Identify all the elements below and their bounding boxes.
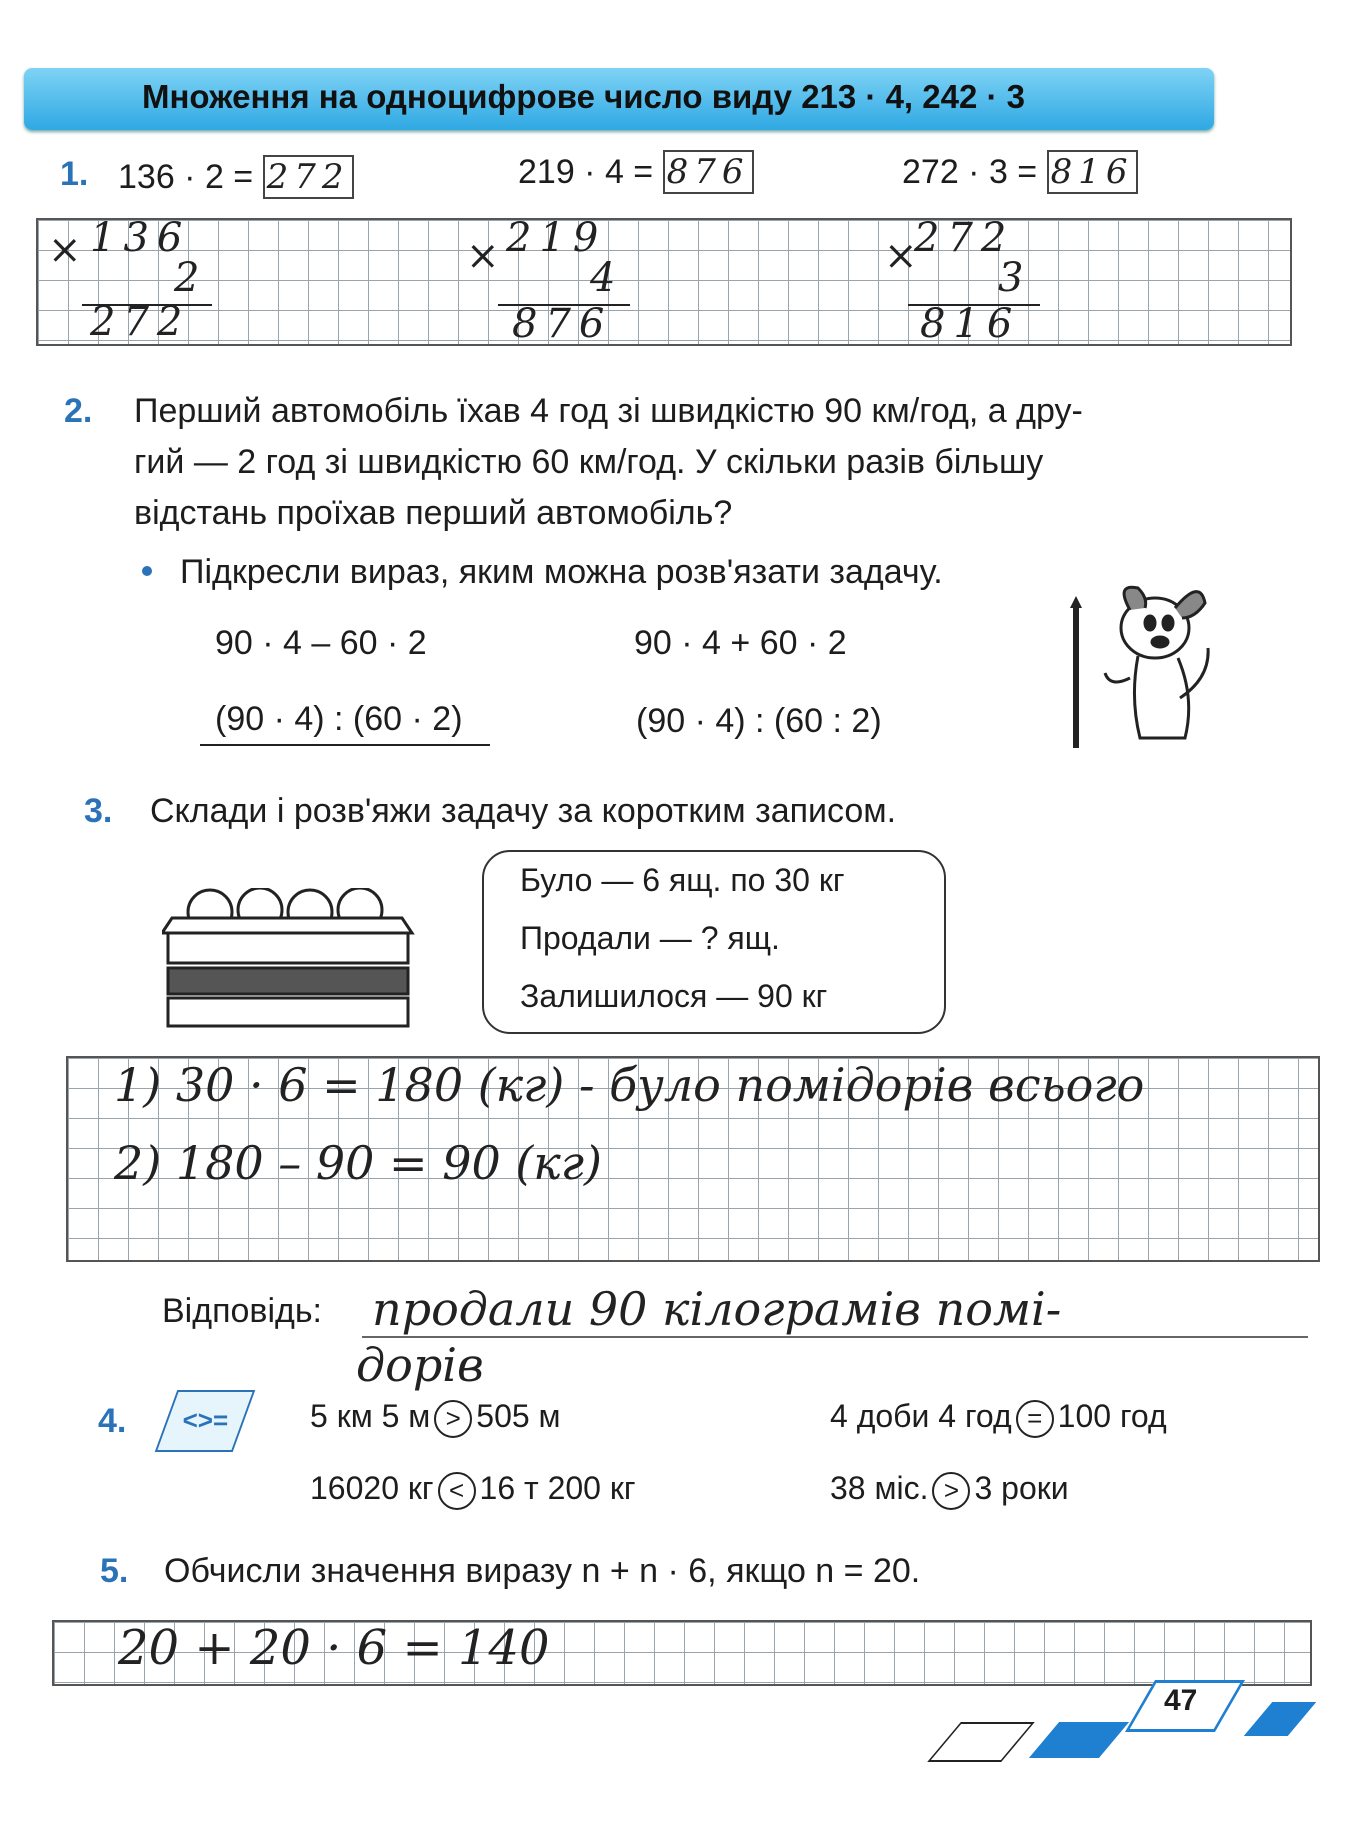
row3-sign: < (438, 1472, 476, 1510)
task5-number: 5. (100, 1552, 129, 1590)
task1-expr-3-text: 272 · 3 = (902, 153, 1038, 191)
task1-answer-1: 272 (263, 155, 354, 199)
times-sign-2: × (466, 233, 500, 279)
task2-option-2: 90 · 4 + 60 · 2 (634, 624, 847, 662)
compare-signs-label: <>= (182, 1405, 229, 1435)
task1-answer-2: 876 (663, 150, 754, 194)
task4-row-3 (310, 1470, 636, 1510)
row3-right: 16 т 200 кг (479, 1470, 636, 1506)
row1-right: 505 м (476, 1398, 561, 1434)
task1-answer-3: 816 (1047, 150, 1138, 194)
col3-top: 272 (914, 215, 1015, 261)
row4-right: 3 роки (974, 1470, 1069, 1506)
task1-number: 1. (60, 155, 89, 193)
page-number: 47 (1164, 1684, 1198, 1717)
dog-illustration (1060, 578, 1210, 758)
task2-text-line2: гий — 2 год зі швидкістю 60 км/год. У скільки разів більшу (134, 443, 1044, 481)
task2-option-3: (90 · 4) : (60 · 2) (215, 700, 463, 738)
answer-label: Відповідь: (162, 1292, 323, 1330)
task2-bullet-text: Підкресли вираз, яким можна розв'язати задачу. (180, 553, 943, 591)
note-line-2: Продали — ? ящ. (520, 920, 780, 956)
row2-sign: = (1016, 1400, 1054, 1438)
answer-text-1: продали 90 кілограмів помі- (372, 1282, 1062, 1336)
row4-sign: > (932, 1472, 970, 1510)
page-title: Множення на одноцифрове число виду 213 · 4, 242 · 3 (142, 78, 1026, 115)
task4-row-1 (310, 1398, 561, 1438)
task4-number: 4. (98, 1402, 127, 1440)
row4-left: 38 міс. (830, 1470, 929, 1506)
task3-text: Склади і розв'яжи задачу за коротким записом. (150, 792, 897, 830)
row1-left: 5 км 5 м (310, 1398, 431, 1434)
compare-signs-icon (155, 1390, 256, 1452)
task3-solution-2: 2) 180 – 90 = 90 (кг) (114, 1136, 602, 1190)
times-sign-1: × (48, 227, 82, 273)
times-sign-3: × (884, 233, 918, 279)
col1-mult: 2 (174, 255, 200, 301)
task5-solution: 20 + 20 · 6 = 140 (118, 1620, 550, 1676)
task4-row-2 (830, 1398, 1167, 1438)
task2-option-4: (90 · 4) : (60 : 2) (636, 702, 882, 740)
col1-result: 272 (90, 299, 191, 345)
header-banner (24, 68, 1214, 130)
note-line-1: Було — 6 ящ. по 30 кг (520, 862, 845, 898)
col2-mult: 4 (590, 255, 616, 301)
col2-top: 219 (506, 215, 607, 261)
task2-option-1: 90 · 4 – 60 · 2 (215, 624, 427, 662)
footer-diamond-filled (1029, 1722, 1129, 1758)
task2-text-line3: відстань проїхав перший автомобіль? (134, 494, 733, 532)
row2-right: 100 год (1057, 1398, 1167, 1434)
task3-solution-1: 1) 30 · 6 = 180 (кг) - було помідорів всього (114, 1058, 1145, 1112)
footer-diamond-outline (927, 1722, 1035, 1762)
task3-number: 3. (84, 792, 113, 830)
task1-grid (36, 215, 1292, 346)
task5-text: Обчисли значення виразу n + n · 6, якщо n = 20. (164, 1552, 921, 1590)
task1-expr-2 (518, 150, 754, 194)
col1-top: 136 (90, 215, 191, 261)
note-line-3: Залишилося — 90 кг (520, 978, 828, 1014)
col2-result: 876 (512, 301, 613, 347)
col3-mult: 3 (998, 255, 1024, 301)
task2-text-line1: Перший автомобіль їхав 4 год зі швидкістю 90 км/год, а дру- (134, 392, 1083, 430)
task2-underline (200, 744, 490, 746)
task1-expr-3 (902, 150, 1138, 194)
task1-expr-2-text: 219 · 4 = (518, 153, 654, 191)
row1-sign: > (434, 1400, 472, 1438)
row2-left: 4 доби 4 год (830, 1398, 1012, 1434)
col3-result: 816 (920, 301, 1021, 347)
row3-left: 16020 кг (310, 1470, 434, 1506)
task2-number: 2. (64, 392, 93, 430)
task4-row-4 (830, 1470, 1069, 1510)
bullet-dot (142, 566, 152, 576)
tomato-crate-illustration (162, 888, 422, 1028)
answer-line (362, 1336, 1308, 1338)
task1-expr-1 (118, 155, 354, 199)
answer-text-2: дорів (356, 1338, 484, 1392)
footer-corner-shape (1244, 1702, 1317, 1736)
task1-expr-1-text: 136 · 2 = (118, 158, 254, 196)
short-note-box (482, 850, 946, 1034)
